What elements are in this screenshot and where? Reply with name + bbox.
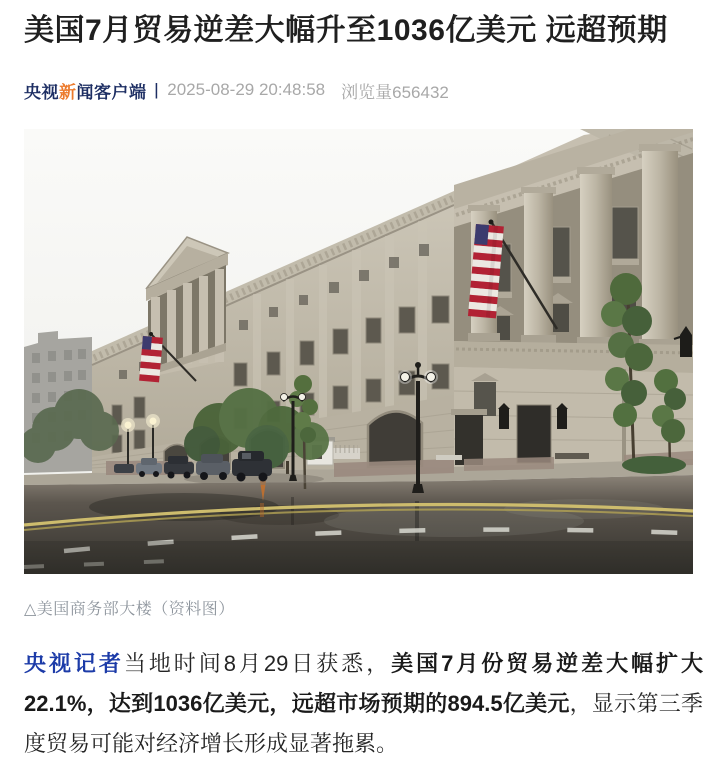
article-figure [24,129,703,619]
reporter-link[interactable]: 央视记者 [24,650,124,676]
article-title: 美国7月贸易逆差大幅升至1036亿美元 远超预期 [24,14,668,47]
source-logo-part1: 央视 [24,82,59,102]
view-count-label: 浏览量 [341,82,393,102]
article-photo [24,129,693,574]
photo-caption: △美国商务部大楼（资料图） [24,600,235,618]
publish-time: 2025-08-29 20:48:58 [167,80,326,100]
source-logo-part2: 新 [59,82,77,102]
body-text-bold: 美国7月份贸易逆差大幅扩大22.1%，达到1036亿美元，远超市场预期的894.5亿美元 [24,650,703,716]
view-count [341,78,449,103]
source-logo-part3: 闻客户端 [76,82,147,102]
body-text-2: ，显示第三季度贸易可能对经济增长形成显著拖累。 [24,690,703,756]
meta-separator: | [154,80,158,100]
source-logo[interactable] [24,78,147,103]
article-body [24,644,703,764]
view-count-value: 656432 [392,82,449,102]
article-meta [24,78,703,103]
street [24,475,693,574]
body-text-1: 当地时间8月29日获悉， [123,650,392,676]
